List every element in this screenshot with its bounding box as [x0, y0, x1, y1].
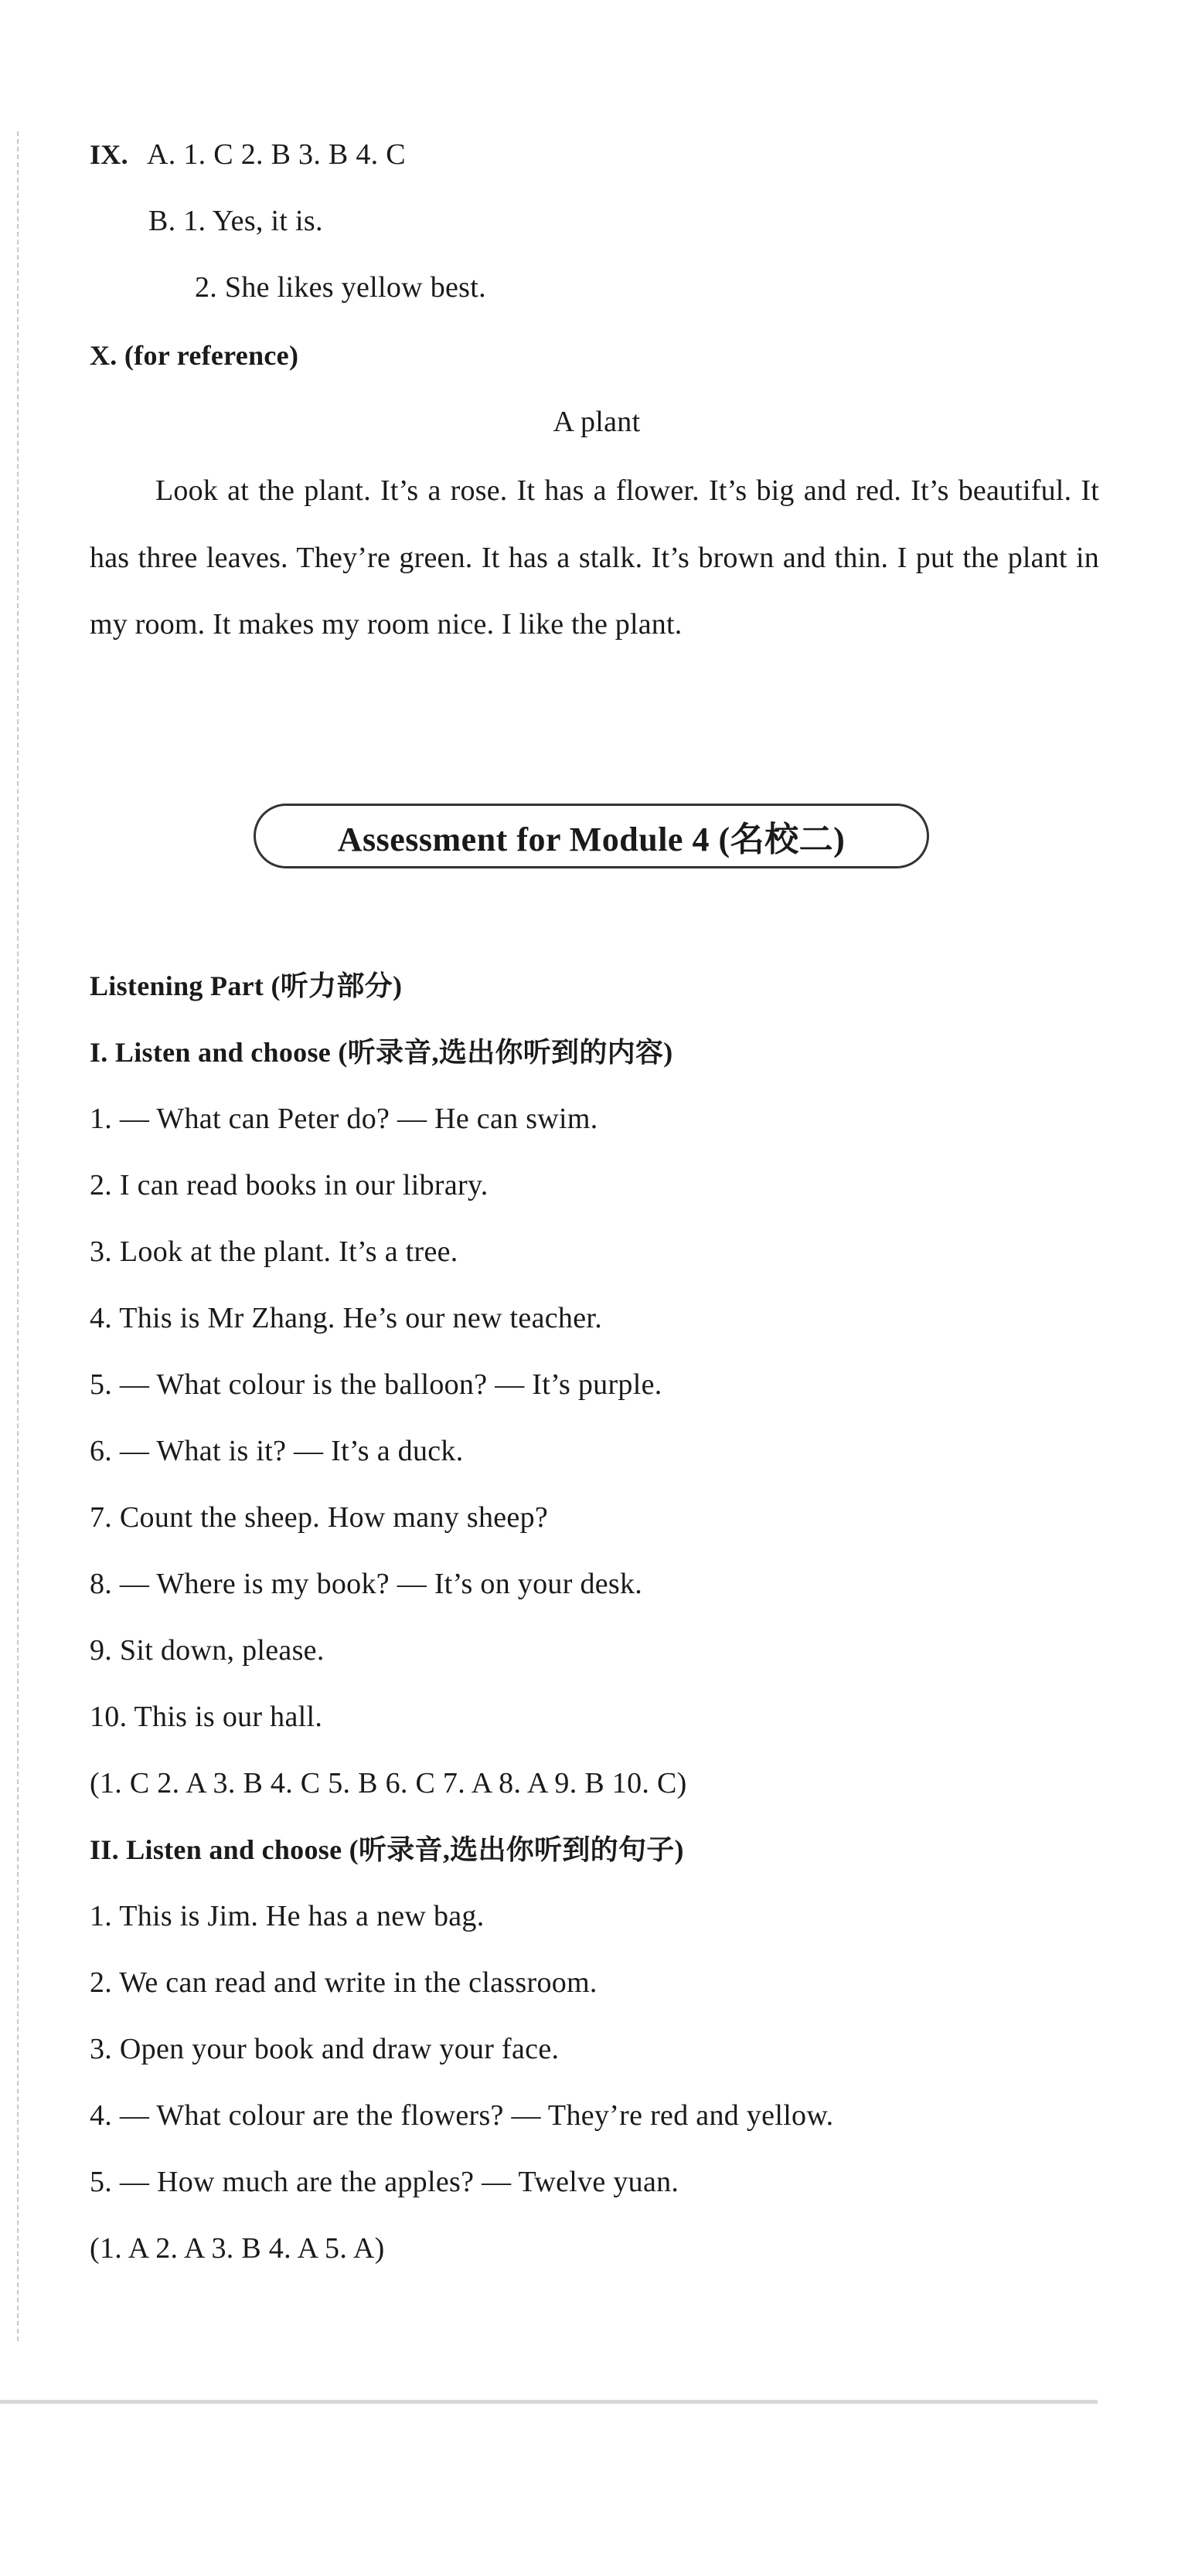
section-9-part-b-2: 2. She likes yellow best.	[195, 271, 486, 304]
listening-item: 4. This is Mr Zhang. He’s our new teacher.	[90, 1302, 603, 1334]
section-9-part-a: A. 1. C 2. B 3. B 4. C	[147, 138, 406, 171]
margin-dashed-line	[17, 131, 19, 2341]
listening-part-2-answers: (1. A 2. A 3. B 4. A 5. A)	[90, 2232, 385, 2265]
banner-title: Assessment for Module 4 (名校二)	[337, 821, 846, 858]
listening-item: 3. Look at the plant. It’s a tree.	[90, 1235, 458, 1268]
listening-item: 2. We can read and write in the classroom.	[90, 1966, 598, 1999]
listening-item: 6. — What is it? — It’s a duck.	[90, 1435, 464, 1467]
listening-item: 2. I can read books in our library.	[90, 1169, 489, 1201]
listening-item: 1. This is Jim. He has a new bag.	[90, 1900, 485, 1932]
listening-part-title: Listening Part (听力部分)	[90, 970, 403, 1001]
listening-item: 10. This is our hall.	[90, 1701, 323, 1733]
listening-item: 8. — Where is my book? — It’s on your desk.	[90, 1568, 643, 1600]
section-10-heading: X. (for reference)	[90, 340, 299, 371]
listening-item: 9. Sit down, please.	[90, 1634, 325, 1667]
listening-item: 4. — What colour are the flowers? — They’re red and yellow.	[90, 2099, 834, 2132]
listening-part-1-heading: I. Listen and choose (听录音,选出你听到的内容)	[90, 1037, 673, 1068]
section-9-heading: IX.	[90, 139, 128, 170]
essay-title: A plant	[553, 406, 641, 438]
page-bottom-rule	[0, 2400, 1098, 2404]
listening-item: 7. Count the sheep. How many sheep?	[90, 1501, 549, 1534]
module-assessment-banner	[254, 804, 929, 868]
listening-part-2-heading: II. Listen and choose (听录音,选出你听到的句子)	[90, 1834, 684, 1865]
section-9-part-b: B. 1. Yes, it is.	[148, 205, 323, 237]
listening-part-1-answers: (1. C 2. A 3. B 4. C 5. B 6. C 7. A 8. A 9. B 10. C)	[90, 1767, 687, 1799]
listening-item: 5. — How much are the apples? — Twelve yuan.	[90, 2166, 679, 2198]
listening-item: 5. — What colour is the balloon? — It’s purple.	[90, 1368, 662, 1401]
essay-paragraph: Look at the plant. It’s a rose. It has a flower. It’s big and red. It’s beautiful. It has three leaves. They’re green. It has a stalk. It’s brown and thin. I put the plant in my room. It makes my room nice. I like the plant.	[90, 474, 1099, 641]
listening-item: 3. Open your book and draw your face.	[90, 2033, 560, 2065]
listening-item: 1. — What can Peter do? — He can swim.	[90, 1103, 598, 1135]
